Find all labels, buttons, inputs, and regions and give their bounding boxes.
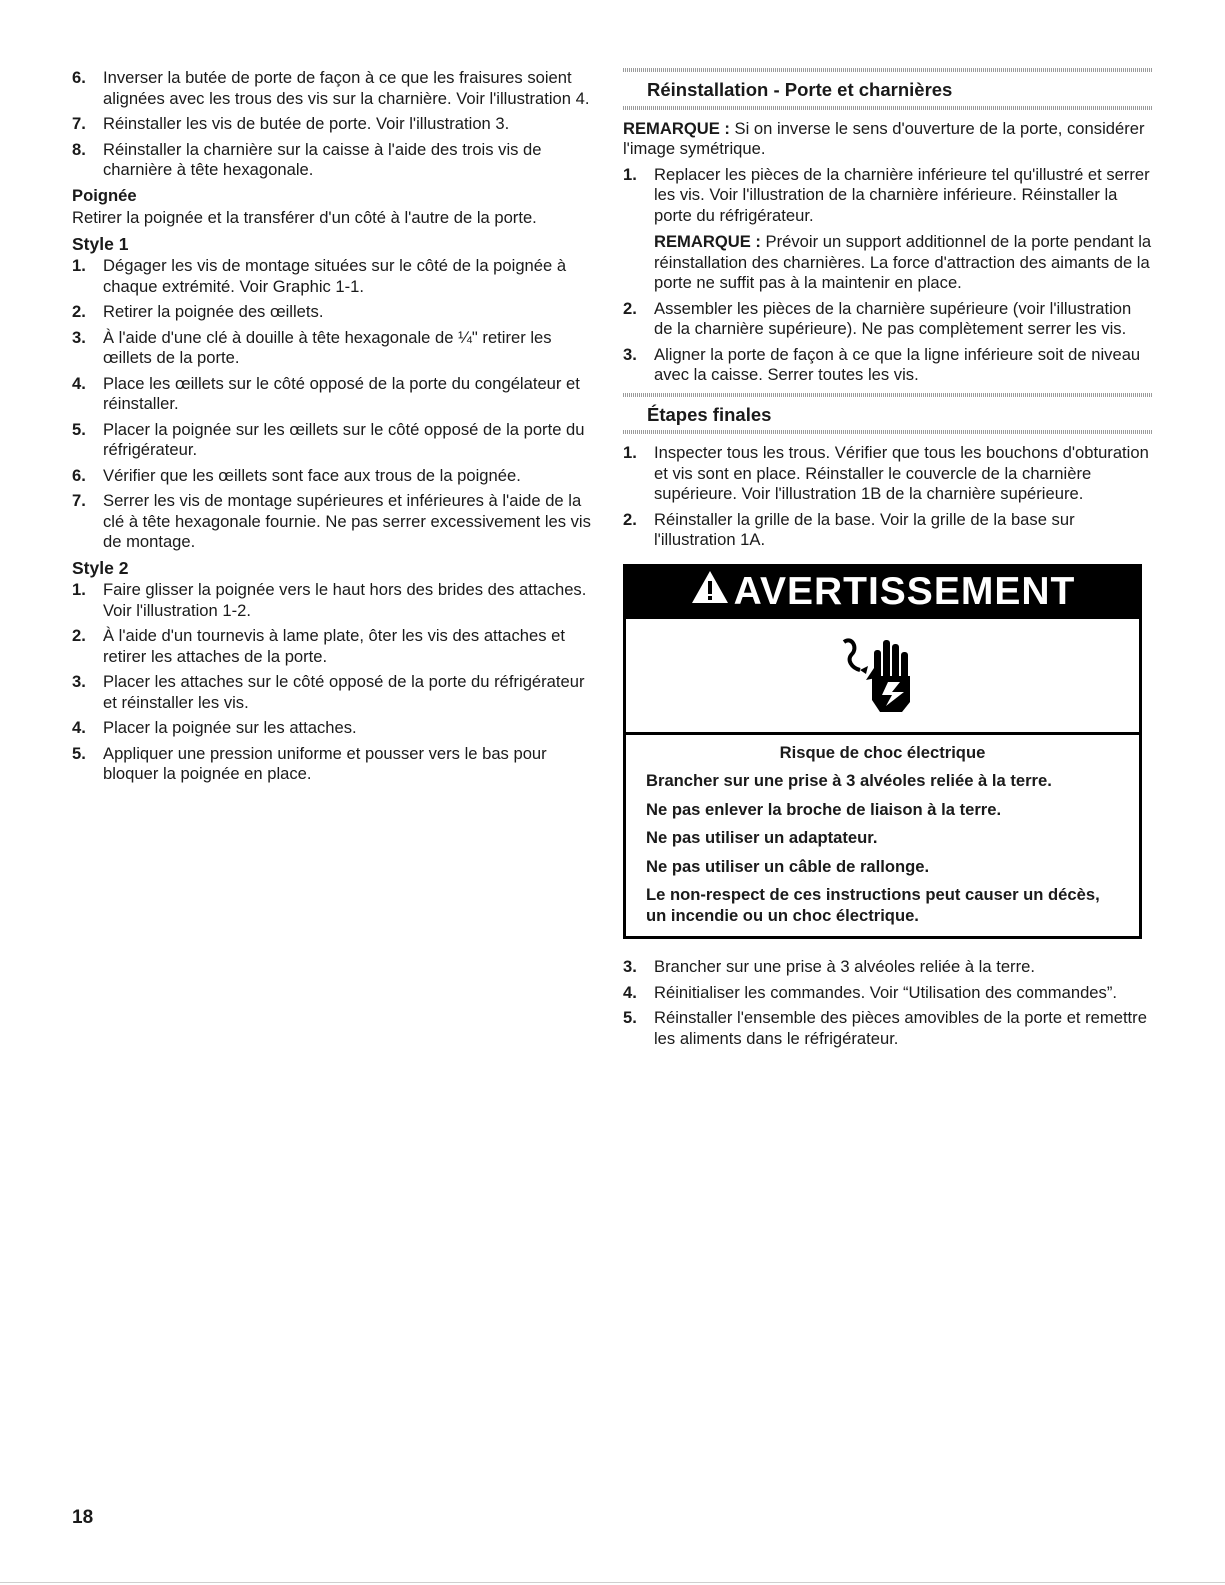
list-item: 4. Réinitialiser les commandes. Voir “Utilisation des commandes”. [623,982,1117,1002]
style1-heading: Style 1 [72,233,129,254]
list-item: 6. Inverser la butée de porte de façon à ce que les fraisures soient alignées avec les trous des vis sur la charnière. Voir l'illustration 4. [72,68,590,108]
list-item: 2. Assembler les pièces de la charnière supérieure (voir l'illustration de la charnière supérieure). Ne pas complètement serrer les vis. [623,298,1132,338]
list-item: 5. Réinstaller l'ensemble des pièces amovibles de la porte et remettre les aliments dans le réfrigérateur. [623,1008,1147,1048]
reinstall-section-heading: Réinstallation - Porte et charnières [623,66,1153,111]
warning-text [626,735,1139,937]
remarque-note: REMARQUE : Si on inverse le sens d'ouverture de la porte, considérer l'image symétrique. [623,118,1145,158]
list-item: 5. Appliquer une pression uniforme et pousser vers le bas pour bloquer la poignée en place. [72,743,547,783]
list-item: 1. Dégager les vis de montage situées sur le côté de la poignée à chaque extrémité. Voir Graphic 1-1. [72,256,567,296]
warning-line: Ne pas utiliser un adaptateur. [646,828,878,847]
list-item: 2. Réinstaller la grille de la base. Voir la grille de la base sur l'illustration 1A. [623,509,1075,549]
reinstall-steps-list [623,165,1153,386]
warning-title-bar [626,567,1139,619]
list-item: 3. À l'aide d'une clé à douille à tête hexagonale de ¼" retirer les œillets de la porte. [72,327,552,367]
list-item: 3. Brancher sur une prise à 3 alvéoles reliée à la terre. [623,957,1035,976]
list-item: 3. Placer les attaches sur le côté opposé de la porte du réfrigérateur et réinstaller les vis. [72,672,585,712]
electric-shock-hand-icon [838,630,928,720]
final-steps-list-b [623,957,1153,1049]
list-item: 1. Inspecter tous les trous. Vérifier que tous les bouchons d'obturation et vis sont en place. Réinstaller le couvercle de la charnière supérieure. Voir l'illustration 1B de la charnière supérieure. [623,443,1149,503]
right-column [623,66,1153,1054]
reinstall-note: REMARQUE : Prévoir un support additionnel de la porte pendant la réinstallation des charnières. La force d'attraction des aimants de la porte ne suffit pas à la maintenir en place. [654,232,1152,292]
list-item: 8. Réinstaller la charnière sur la caisse à l'aide des trois vis de charnière à tête hexagonale. [72,139,542,179]
warning-line: Ne pas enlever la broche de liaison à la terre. [646,799,1002,819]
left-column [72,68,592,790]
list-item: 1. Faire glisser la poignée vers le haut hors des brides des attaches. Voir l'illustration 1-2. [72,580,587,620]
warning-line: Brancher sur une prise à 3 alvéoles reliée à la terre. [646,771,1052,790]
list-item: 4. Placer la poignée sur les attaches. [72,718,357,737]
warning-triangle-icon [690,568,730,618]
page-number: 18 [72,1507,94,1528]
list-item: 2. À l'aide d'un tournevis à lame plate, ôter les vis des attaches et retirer les attaches de la porte. [72,626,565,666]
hinge-steps-list [72,68,592,181]
list-item: 6. Vérifier que les œillets sont face aux trous de la poignée. [72,465,521,485]
bottom-rule [0,1582,1225,1583]
list-item: 7. Réinstaller les vis de butée de porte. Voir l'illustration 3. [72,114,510,133]
poignee-heading: Poignée [72,185,137,205]
list-item: 3. Aligner la porte de façon à ce que la ligne inférieure soit de niveau avec la caisse. Serrer toutes les vis. [623,344,1141,384]
final-section-heading: Étapes finales [623,391,1153,436]
warning-consequence: Le non-respect de ces instructions peut causer un décès, un incendie ou un choc électrique. [646,885,1100,925]
list-item: 4. Place les œillets sur le côté opposé de la porte du congélateur et réinstaller. [72,373,580,413]
style2-heading: Style 2 [72,557,129,578]
final-steps-list-a [623,443,1153,551]
warning-box [623,564,1142,940]
poignee-intro: Retirer la poignée et la transférer d'un côté à l'autre de la porte. [72,208,537,227]
list-item: 1. Replacer les pièces de la charnière inférieure tel qu'illustré et serrer les vis. Voir l'illustration de la charnière inférieure. Réinstaller la porte du réfrigérateur. REMARQUE : Prévoir un support additionnel de la porte pendant la réinstallation des charnières. La force d'attraction des aimants de la porte ne suffit pas à la maintenir en place. [623,164,1152,292]
style2-steps-list [72,580,592,785]
list-item: 7. Serrer les vis de montage supérieures et inférieures à l'aide de la clé à tête hexagonale fournie. Ne pas serrer excessivement les vis de montage. [72,491,591,551]
list-item: 2. Retirer la poignée des œillets. [72,302,324,321]
style1-steps-list [72,256,592,553]
warning-icon-row [626,619,1139,735]
list-item: 5. Placer la poignée sur les œillets sur le côté opposé de la porte du réfrigérateur. [72,419,585,459]
warning-line: Ne pas utiliser un câble de rallonge. [646,856,930,876]
warning-title: AVERTISSEMENT [733,569,1076,613]
warning-risk: Risque de choc électrique [779,742,986,762]
